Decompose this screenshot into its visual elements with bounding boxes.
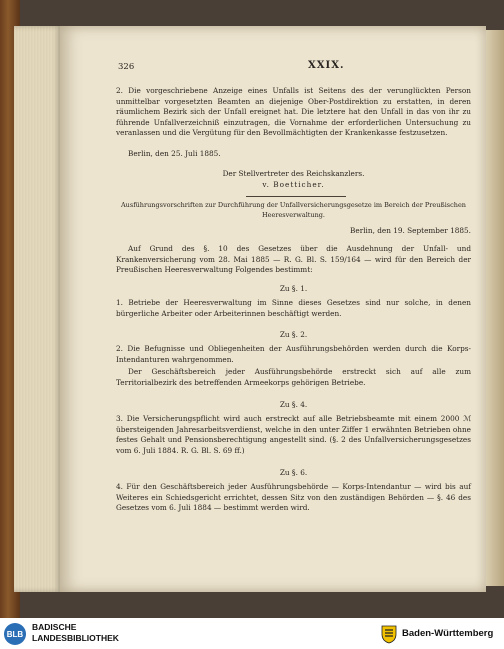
state-name[interactable]: Baden-Württemberg xyxy=(402,628,494,639)
section-4-title: Zu §. 4. xyxy=(279,400,308,409)
section-4-text: 3. Die Versicherungspflicht wird auch erstreckt auf alle Betriebsbeamte mit einem 2000 ℳ übersteigenden Jahresarbeitsverdienst, welche in den unter Ziffer 1 erwähnten Betrieben ohne festes Gehalt und Pensionsberechtigung angestellt sind. (§. 2 des Unfallversicherungsgesetzes vom 6. Juli 1884. R. G. Bl. S. 69 ff.) xyxy=(116,414,471,455)
regulation-heading: Ausführungsvorschriften zur Durchführung der Unfallversicherungsgesetze im Bereich der Preußischen Heeresverwaltung. xyxy=(120,201,466,219)
section-2-text-b: Der Geschäftsbereich jeder Ausführungsbehörde erstreckt sich auf alle zum Territorialbezirk des betreffenden Armeekorps gehörigen Betriebe. xyxy=(116,367,471,387)
page-stack-edges xyxy=(14,26,62,592)
intro-paragraph: Auf Grund des §. 10 des Gesetzes über die Ausdehnung der Unfall- und Krankenversicherung vom 28. Mai 1885 — R. G. Bl. S. 159/164 — wird für den Bereich der Preußischen Heeresverwaltung Folgendes bestimmt: xyxy=(116,244,471,275)
section-6-title: Zu §. 6. xyxy=(279,468,308,477)
section-2-title: Zu §. 2. xyxy=(279,330,308,339)
library-name[interactable] xyxy=(32,622,119,644)
baden-wuerttemberg-crest-icon xyxy=(380,624,398,644)
item-2: 2. Die vorgeschriebene Anzeige eines Unfalls ist Seitens des der verunglückten Person unmittelbar vorgesetzten Beamten an diejenige Ober-Postdirektion zu erstatten, in deren räumlichem Bezirk sich der Unfall ereignet hat. Die letztere hat den Unfall in das von ihr zu führende Unfallverzeichniß einzutragen, die Vornahme der erforderlichen Untersuchung zu veranlassen und die Vergütung für den Bevollmächtigten der Krankenkasse festzusetzen. xyxy=(116,86,471,138)
signer-name: v. Boetticher. xyxy=(262,180,325,189)
date-2: Berlin, den 19. September 1885. xyxy=(350,226,471,235)
library-name-line-2: LANDESBIBLIOTHEK xyxy=(32,633,119,643)
signer-title: Der Stellvertreter des Reichskanzlers. xyxy=(222,169,365,178)
facing-page-edge xyxy=(486,30,504,586)
section-1-title: Zu §. 1. xyxy=(279,284,308,293)
book-page xyxy=(60,26,486,592)
blb-logo-icon[interactable]: BLB xyxy=(4,623,26,645)
section-6-text: 4. Für den Geschäftsbereich jeder Ausführungsbehörde — Korps-Intendantur — wird bis auf Weiteres ein Schiedsgericht errichtet, dessen Sitz von den zuständigen Behörden — §. 46 des Gesetzes vom 6. Juli 1884 — bestimmt werden wird. xyxy=(116,482,471,513)
section-1-text: 1. Betriebe der Heeresverwaltung im Sinne dieses Gesetzes sind nur solche, in denen bürgerliche Arbeiter oder Arbeiterinnen beschäftigt werden. xyxy=(116,298,471,318)
divider xyxy=(246,196,346,197)
chapter-heading: XXIX. xyxy=(308,60,345,71)
library-name-line-1: BADISCHE xyxy=(32,622,77,632)
page-number: 326 xyxy=(118,62,135,72)
date-1: Berlin, den 25. Juli 1885. xyxy=(128,149,221,158)
section-2-text: 2. Die Befugnisse und Obliegenheiten der Ausführungsbehörden werden durch die Korps-Intendanturen wahrgenommen. xyxy=(116,344,471,364)
